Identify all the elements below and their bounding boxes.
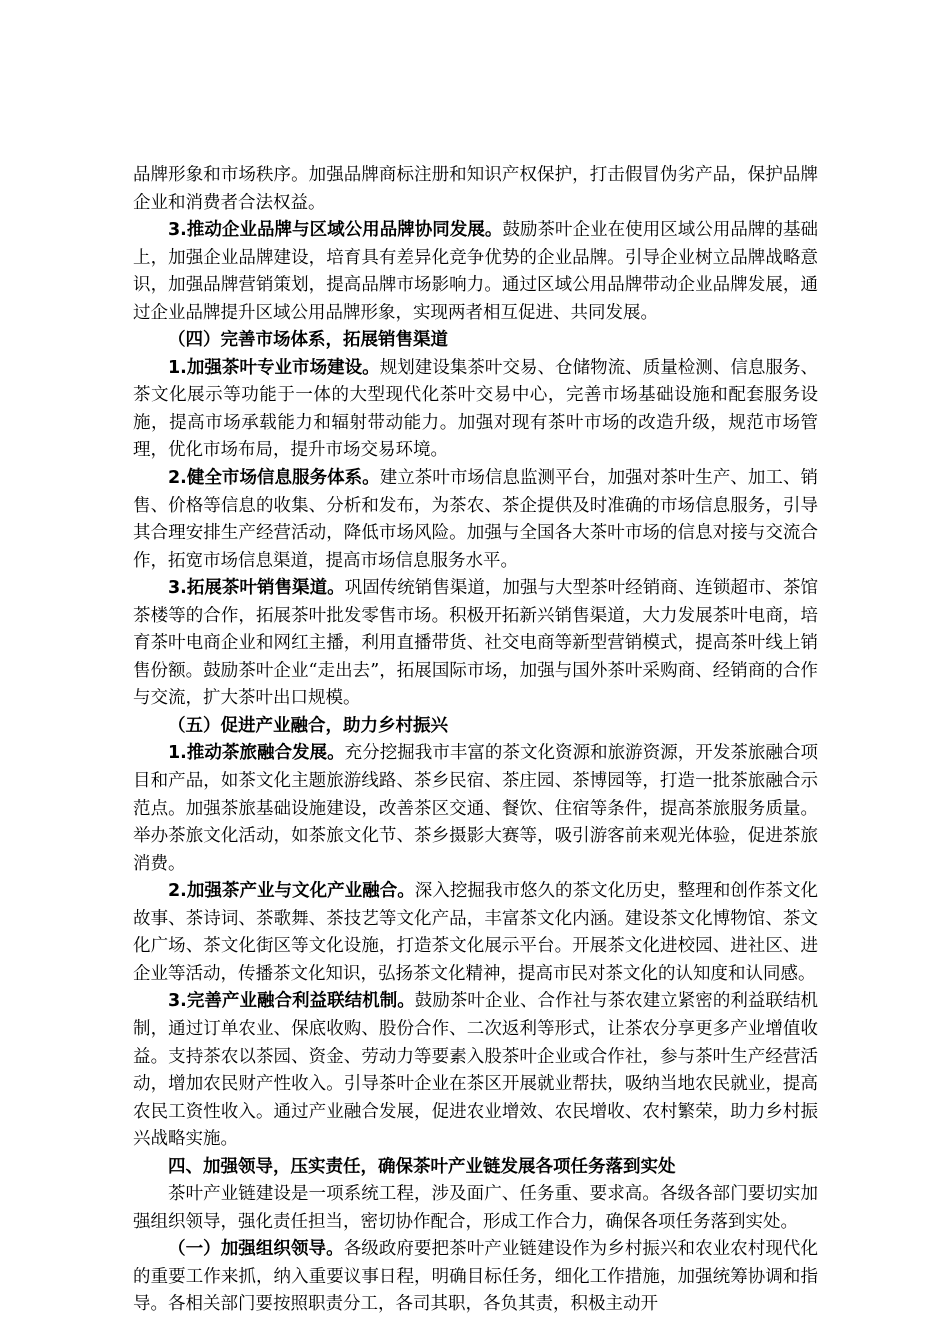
paragraph-benefit-linkage xyxy=(133,988,818,1153)
paragraph-text: 充分挖掘我市丰富的茶文化资源和旅游资源，开发茶旅融合项目和产品，如茶文化主题旅游线路、茶乡民宿、茶庄园、茶博园等，打造一批茶旅融合示范点。加强茶旅基础设施建设，改善茶区交通、餐饮、住宿等条件，提高茶旅服务质量。举办茶旅文化活动，如茶旅文化节、茶乡摄影大赛等，吸引游客前来观光体验，促进茶旅消费。 xyxy=(133,743,819,874)
paragraph-lead: 3.推动企业品牌与区域公用品牌协同发展。 xyxy=(168,220,503,241)
paragraph-lead: 1.推动茶旅融合发展。 xyxy=(168,743,345,764)
paragraph-lead: 2.加强茶产业与文化产业融合。 xyxy=(168,881,415,902)
paragraph-text: 巩固传统销售渠道，加强与大型茶叶经销商、连锁超市、茶馆茶楼等的合作，拓展茶叶批发零售市场。积极开拓新兴销售渠道，大力发展茶叶电商，培育茶叶电商企业和网红主播，利用直播带货、社交电商等新型营销模式，提高茶叶线上销售份额。鼓励茶叶企业“走出去”，拓展国际市场，加强与国外茶叶采购商、经销商的合作与交流，扩大茶叶出口规模。 xyxy=(133,578,819,709)
paragraph-tea-culture xyxy=(133,878,818,988)
paragraph-text: 鼓励茶叶企业、合作社与茶农建立紧密的利益联结机制，通过订单农业、保底收购、股份合作、二次返利等形式，让茶农分享更多产业增值收益。支持茶农以茶园、资金、劳动力等要素入股茶叶企业或合作社，参与茶叶生产经营活动，增加农民财产性收入。引导茶叶企业在茶区开展就业帮扶，吸纳当地农民就业，提高农民工资性收入。通过产业融合发展，促进农业增效、农民增收、农村繁荣，助力乡村振兴战略实施。 xyxy=(133,991,818,1150)
paragraph-tea-market xyxy=(133,355,818,465)
paragraph-tea-tourism xyxy=(133,740,818,878)
paragraph-text: 建立茶叶市场信息监测平台，加强对茶叶生产、加工、销售、价格等信息的收集、分析和发布，为茶农、茶企提供及时准确的市场信息服务，引导其合理安排生产经营活动，降低市场风险。加强与全国各大茶叶市场的信息对接与交流合作，拓宽市场信息渠道，提高市场信息服务水平。 xyxy=(133,468,818,571)
paragraph-continuation: 品牌形象和市场秩序。加强品牌商标注册和知识产权保护，打击假冒伪劣产品，保护品牌企业和消费者合法权益。 xyxy=(133,165,818,213)
paragraph-lead: （一）加强组织领导。 xyxy=(168,1239,344,1260)
paragraph-lead: 1.加强茶叶专业市场建设。 xyxy=(168,357,380,378)
paragraph-organizational-leadership xyxy=(133,1236,818,1319)
section-heading-leadership: 四、加强领导，压实责任，确保茶叶产业链发展各项任务落到实处 xyxy=(168,1156,676,1177)
paragraph-market-info xyxy=(133,465,818,575)
paragraph-lead: 3.拓展茶叶销售渠道。 xyxy=(168,578,345,599)
paragraph-lead: 2.健全市场信息服务体系。 xyxy=(168,468,380,489)
paragraph-text: 规划建设集茶叶交易、仓储物流、质量检测、信息服务、茶文化展示等功能于一体的大型现代化茶叶交易中心，完善市场基础设施和配套服务设施，提高市场承载能力和辐射带动能力。加强对现有茶叶市场的改造升级，规范市场管理，优化市场布局，提升市场交易环境。 xyxy=(133,357,818,461)
paragraph-brand-synergy xyxy=(133,217,818,327)
section-heading-industry-integration: （五）促进产业融合，助力乡村振兴 xyxy=(168,715,448,736)
paragraph-lead: 3.完善产业融合利益联结机制。 xyxy=(168,991,415,1012)
paragraph-text: 各级政府要把茶叶产业链建设作为乡村振兴和农业农村现代化的重要工作来抓，纳入重要议事日程，明确目标任务，细化工作措施，加强统筹协调和指导。各相关部门要按照职责分工，各司其职，各负其责，积极主动开 xyxy=(133,1239,819,1315)
section-heading-market-system: （四）完善市场体系，拓展销售渠道 xyxy=(168,330,448,351)
paragraph-system-engineering: 茶叶产业链建设是一项系统工程，涉及面广、任务重、要求高。各级各部门要切实加强组织领导，强化责任担当，密切协作配合，形成工作合力，确保各项任务落到实处。 xyxy=(133,1184,818,1232)
paragraph-text: 鼓励茶叶企业在使用区域公用品牌的基础上，加强企业品牌建设，培育具有差异化竞争优势的企业品牌。引导企业树立品牌战略意识，加强品牌营销策划，提高品牌市场影响力。通过区域公用品牌带动企业品牌发展，通过企业品牌提升区域公用品牌形象，实现两者相互促进、共同发展。 xyxy=(133,220,819,323)
paragraph-sales-channels xyxy=(133,575,818,713)
paragraph-text: 深入挖掘我市悠久的茶文化历史，整理和创作茶文化故事、茶诗词、茶歌舞、茶技艺等文化产品，丰富茶文化内涵。建设茶文化博物馆、茶文化广场、茶文化街区等文化设施，打造茶文化展示平台。开展茶文化进校园、进社区、进企业等活动，传播茶文化知识，弘扬茶文化精神，提高市民对茶文化的认知度和认同感。 xyxy=(133,881,818,984)
document-body xyxy=(133,162,818,1319)
